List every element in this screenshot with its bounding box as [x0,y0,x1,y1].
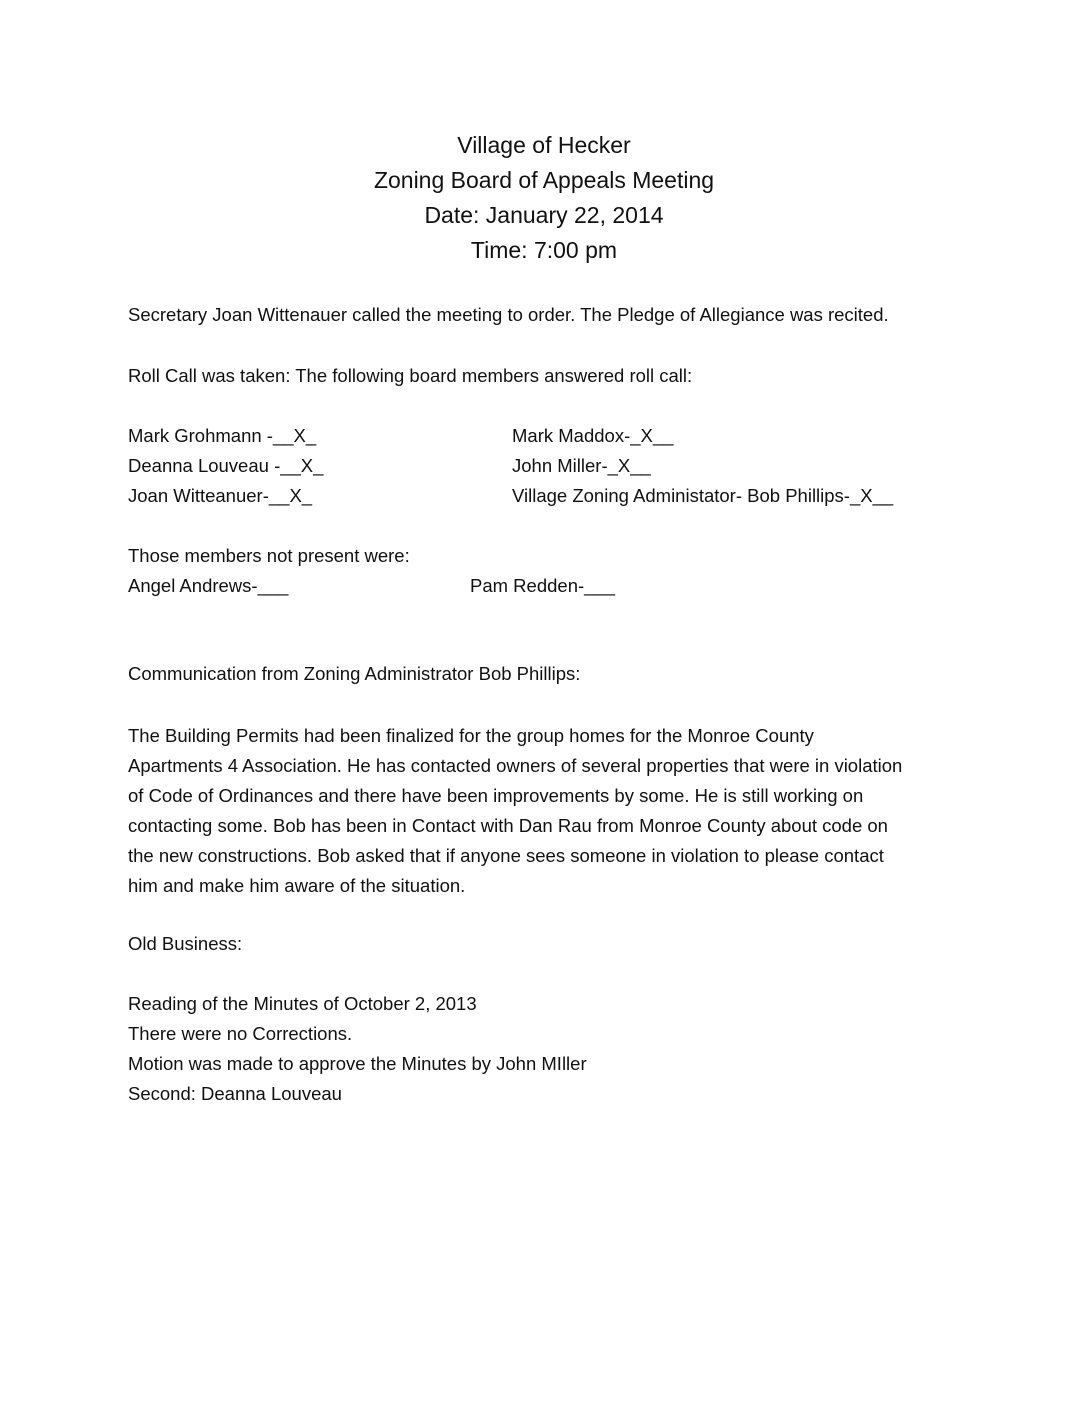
old-business-heading: Old Business: [128,933,243,954]
header-village-name: Village of Hecker [457,132,631,158]
header-date: Date: January 22, 2014 [424,202,664,228]
absent-intro: Those members not present were: [128,545,410,566]
communication-heading: Communication from Zoning Administrator Bob Phillips: [128,663,581,684]
roll-call-member: Deanna Louveau -__X_ [128,455,324,476]
roll-call-member: Mark Maddox-_X__ [512,425,674,446]
roll-call-member: Village Zoning Administator- Bob Phillips-_X__ [512,485,894,506]
header-time: Time: 7:00 pm [470,237,618,263]
paragraph-line: The Building Permits had been finalized for the group homes for the Monroe County [128,725,814,746]
old-business-items [128,989,587,1109]
roll-call-member: Mark Grohmann -__X_ [128,425,317,446]
opening-statement: Secretary Joan Wittenauer called the meeting to order. The Pledge of Allegiance was recited. [128,304,889,325]
communication-paragraph [128,721,968,901]
absent-member: Pam Redden-___ [470,575,616,596]
paragraph-line: the new constructions. Bob asked that if anyone sees someone in violation to please contact [128,845,884,866]
document-header [0,128,1088,268]
absent-member: Angel Andrews-___ [128,575,289,596]
paragraph-line: contacting some. Bob has been in Contact with Dan Rau from Monroe County about code on [128,815,888,836]
old-business-line: Second: Deanna Louveau [128,1083,342,1104]
paragraph-line: Apartments 4 Association. He has contacted owners of several properties that were in violation [128,755,903,776]
paragraph-line: of Code of Ordinances and there have been improvements by some. He is still working on [128,785,864,806]
header-meeting-title: Zoning Board of Appeals Meeting [373,167,715,193]
roll-call-intro: Roll Call was taken: The following board members answered roll call: [128,365,693,386]
roll-call-member: Joan Witteanuer-__X_ [128,485,313,506]
old-business-line: There were no Corrections. [128,1023,353,1044]
roll-call-member: John Miller-_X__ [512,455,651,476]
old-business-line: Motion was made to approve the Minutes by John MIller [128,1053,587,1074]
paragraph-line: him and make him aware of the situation. [128,875,466,896]
old-business-line: Reading of the Minutes of October 2, 2013 [128,993,477,1014]
